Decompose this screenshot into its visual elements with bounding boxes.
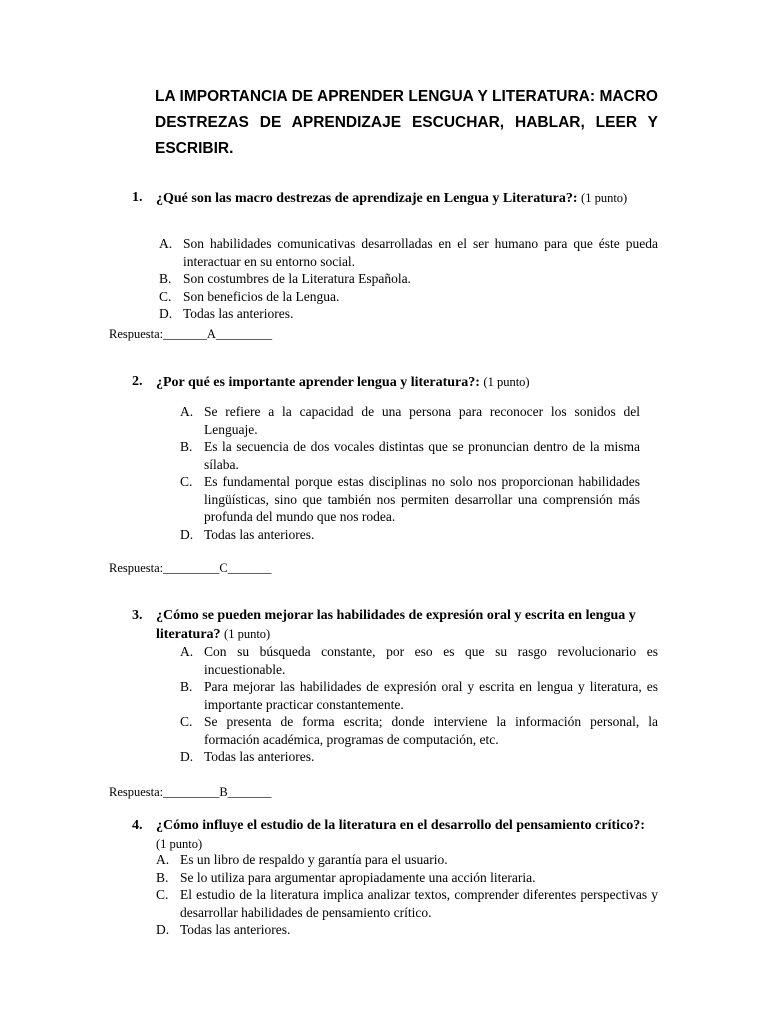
question-1: [132, 189, 658, 208]
option-c: C. Se presenta de forma escrita; donde interviene la información personal, la formación académica, programas de computación, etc.: [180, 714, 658, 747]
option-c: C. El estudio de la literatura implica analizar textos, comprender diferentes perspectivas y desarrollar habilidades de pensamiento crítico.: [156, 887, 658, 920]
option-c: C. Es fundamental porque estas disciplinas no solo nos proporcionan habilidades lingüísticas, sino que también nos permiten desarrollar una comprensión más profunda del mundo que nos rodea.: [180, 474, 640, 524]
question-2: [132, 373, 658, 392]
option-a: A. Son habilidades comunicativas desarrolladas en el ser humano para que éste pueda interactuar en su entorno social.: [159, 236, 658, 269]
question-4: [132, 817, 658, 854]
question-text: ¿Por qué es importante aprender lengua y literatura?:: [156, 375, 480, 390]
option-d: D. Todas las anteriores.: [180, 749, 315, 764]
option-b: B. Son costumbres de la Literatura Española.: [159, 271, 411, 286]
option-a: A. Es un libro de respaldo y garantía para el usuario.: [156, 852, 448, 867]
question-points: (1 punto): [156, 837, 203, 851]
question-number: 4.: [132, 818, 143, 833]
options-1: [159, 235, 658, 323]
question-text: ¿Cómo influye el estudio de la literatura en el desarrollo del pensamiento crítico?:: [156, 818, 645, 833]
question-points: (1 punto): [483, 375, 530, 389]
answer-line-2: Respuesta:_________C_______: [109, 561, 272, 575]
answer-line-3: Respuesta:_________B_______: [109, 785, 272, 799]
option-c: C. Son beneficios de la Lengua.: [159, 288, 340, 304]
options-4: [156, 851, 658, 939]
option-b: B. Es la secuencia de dos vocales distintas que se pronuncian dentro de la misma sílaba.: [180, 439, 640, 472]
option-d: D. Todas las anteriores.: [159, 306, 294, 321]
document-title: LA IMPORTANCIA DE APRENDER LENGUA Y LITERATURA: MACRO DESTREZAS DE APRENDIZAJE ESCUCHAR, HABLAR, LEER Y ESCRIBIR.: [155, 88, 658, 157]
answer-line-1: Respuesta:_______A_________: [109, 327, 273, 341]
question-points: (1 punto): [581, 191, 628, 205]
options-3: [180, 643, 658, 766]
question-3: [132, 607, 658, 644]
question-number: 2.: [132, 374, 143, 389]
question-text: ¿Cómo se pueden mejorar las habilidades de expresión oral y escrita en lengua y literatura?: [156, 608, 636, 642]
question-text: ¿Qué son las macro destrezas de aprendizaje en Lengua y Literatura?:: [156, 191, 578, 206]
question-number: 1.: [132, 190, 143, 205]
question-points: (1 punto): [224, 627, 271, 641]
option-a: A. Con su búsqueda constante, por eso es que su rasgo revolucionario es incuestionable.: [180, 644, 658, 677]
option-a: A. Se refiere a la capacidad de una persona para reconocer los sonidos del Lenguaje.: [180, 404, 640, 437]
option-b: B. Se lo utiliza para argumentar apropiadamente una acción literaria.: [156, 869, 536, 885]
question-number: 3.: [132, 608, 143, 623]
option-b: B. Para mejorar las habilidades de expresión oral y escrita en lengua y literatura, es importante practicar constantemente.: [180, 679, 658, 712]
options-2: [180, 403, 640, 543]
option-d: D. Todas las anteriores.: [156, 922, 291, 937]
option-d: D. Todas las anteriores.: [180, 526, 315, 542]
